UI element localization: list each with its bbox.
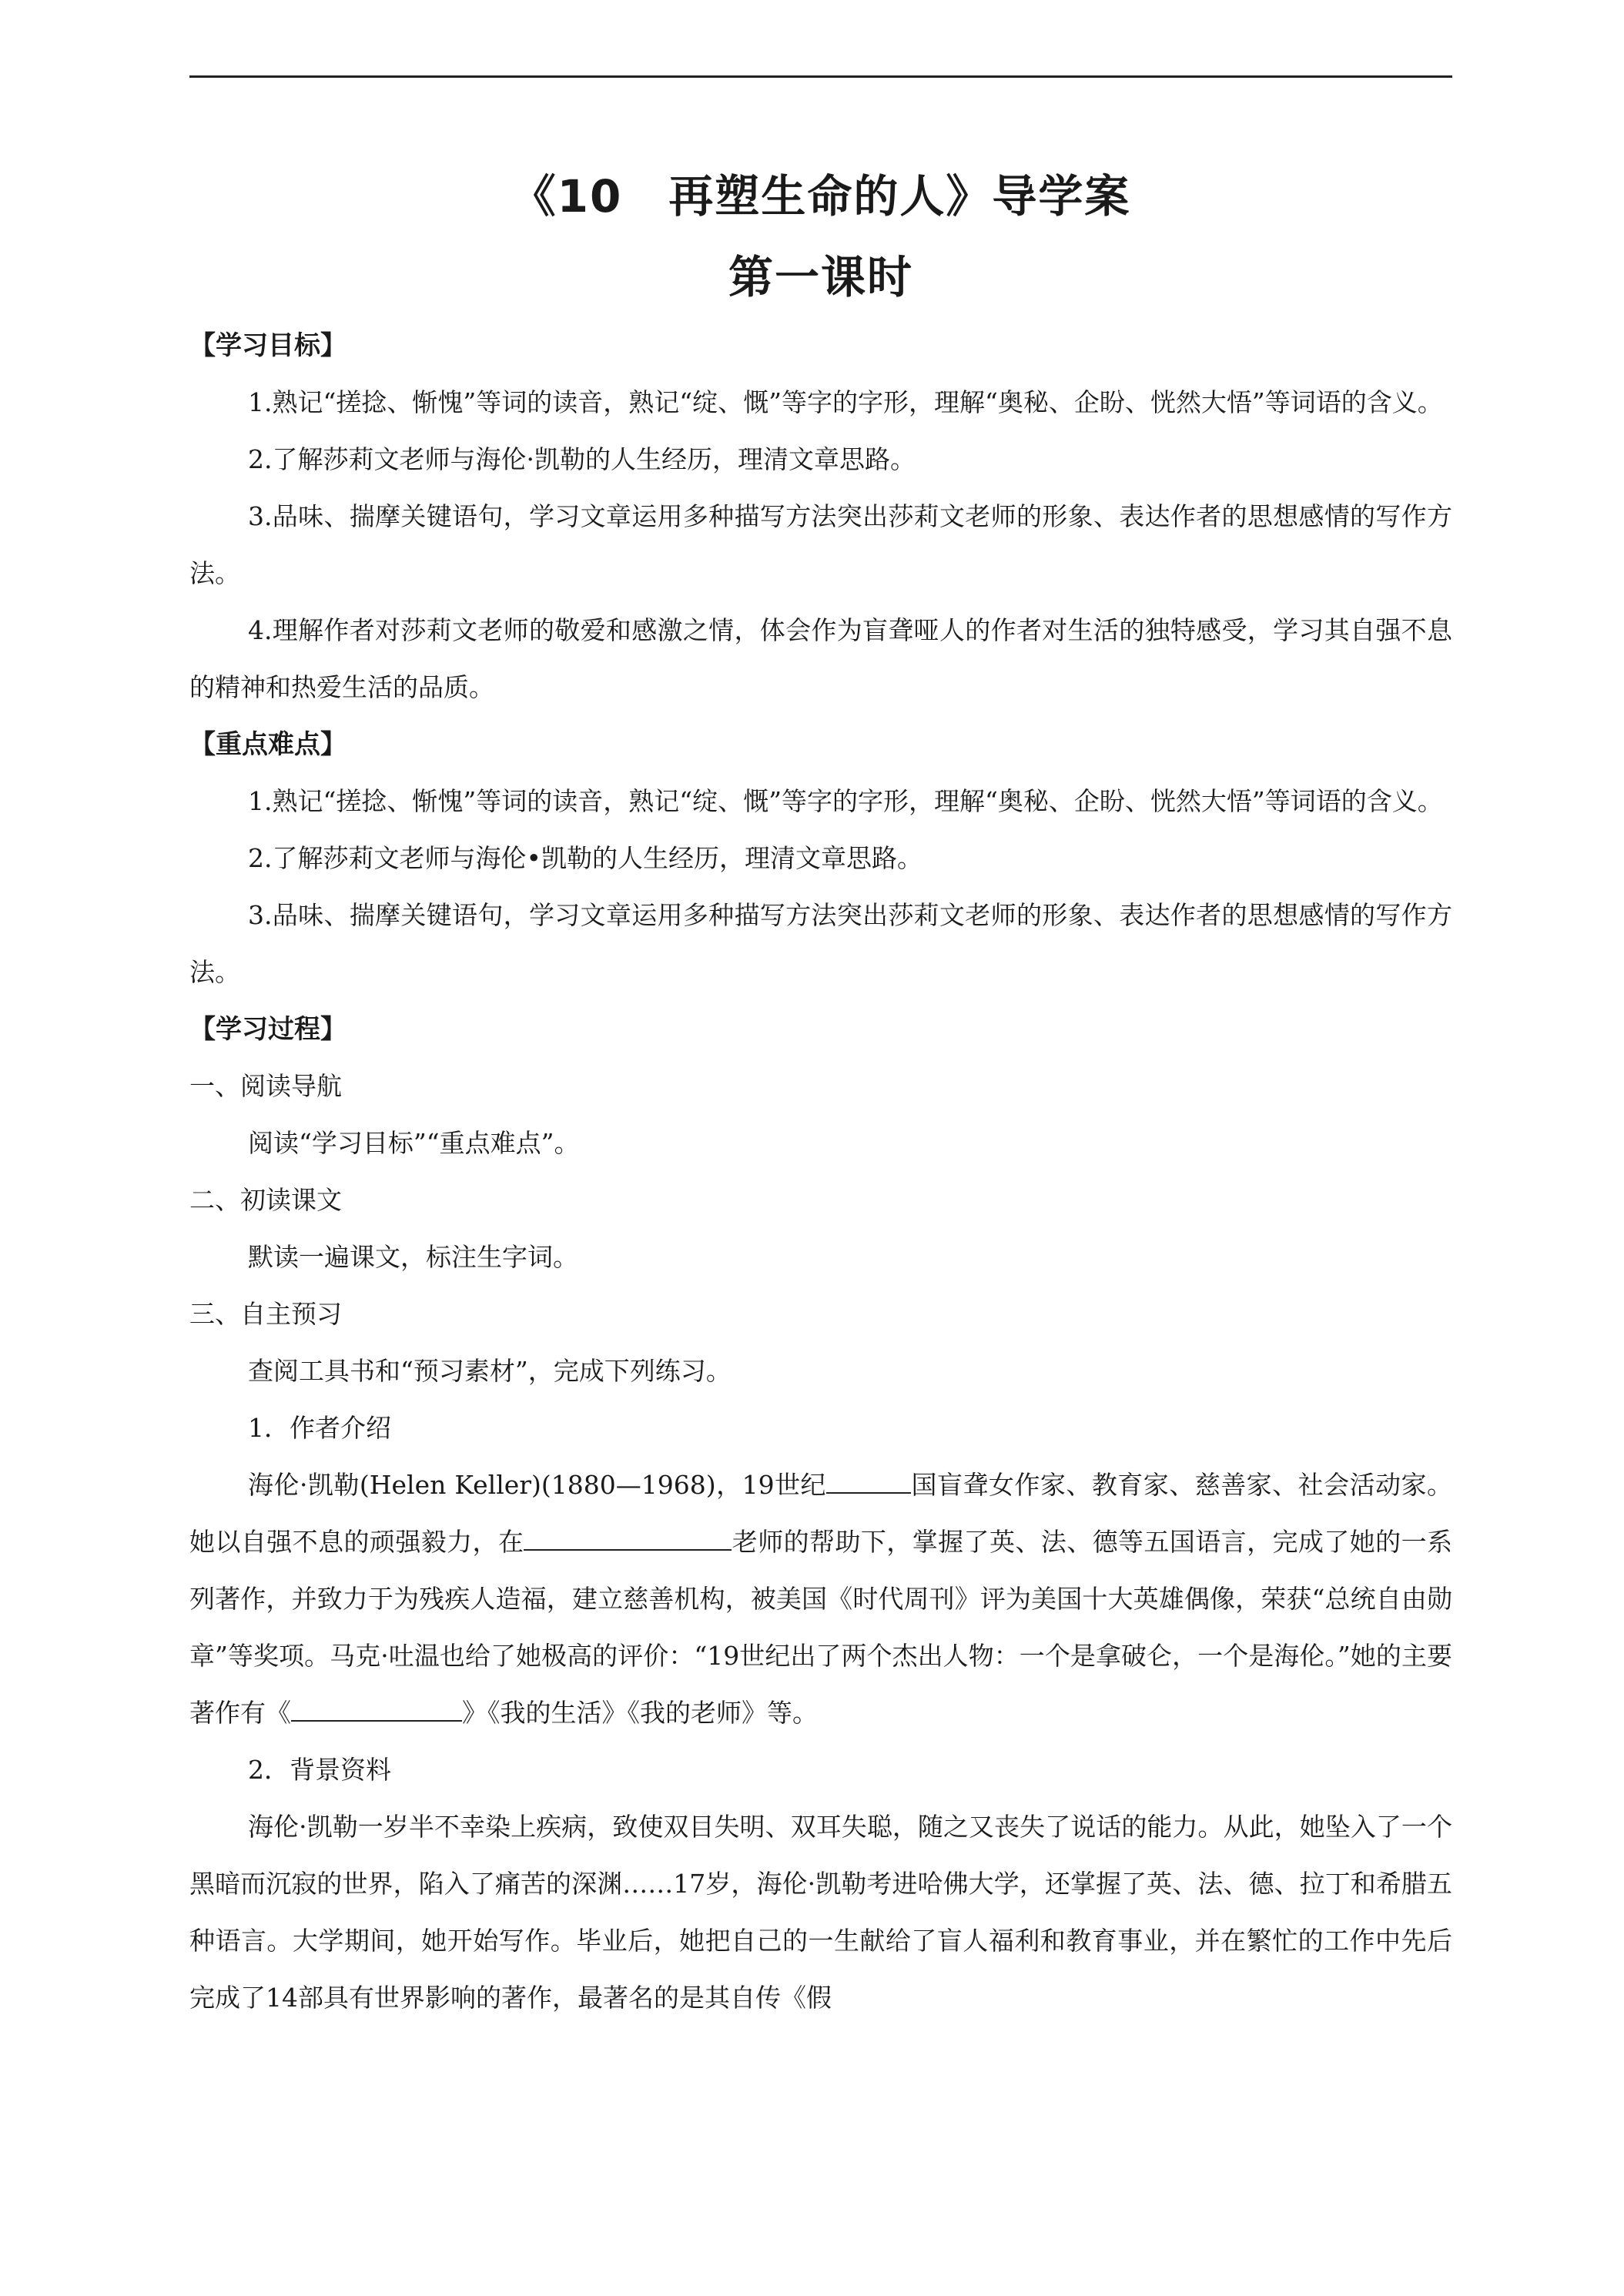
author-intro-part: 》《我的生活》《我的老师》等。 [462,1698,818,1728]
section-title-reading-guide: 一、阅读导航 [189,1071,342,1101]
first-reading-text: 默读一遍课文，标注生字词。 [248,1242,578,1272]
goal-item: 1.熟记“搓捻、惭愧”等词的读音，熟记“绽、慨”等字的字形，理解“奥秘、企盼、恍然大悟”等词语的含义。 [248,387,1443,417]
background-title: 2．背景资料 [248,1755,391,1785]
goal-item: 3.品味、揣摩关键语句，学习文章运用多种描写方法突出莎莉文老师的形象、表达作者的思想感情的写作方法。 [189,501,1452,588]
background-text: 海伦·凯勒一岁半不幸染上疾病，致使双目失明、双耳失聪，随之又丧失了说话的能力。从此，她坠入了一个黑暗而沉寂的世界，陷入了痛苦的深渊……17岁，海伦·凯勒考进哈佛大学，还掌握了英、法、德、拉丁和希腊五种语言。大学期间，她开始写作。毕业后，她把自己的一生献给了盲人福利和教育事业，并在繁忙的工作中先后完成了14部具有世界影响的著作，最著名的是其自传《假 [189,1812,1452,2013]
keypoint-item: 1.熟记“搓捻、惭愧”等词的读音，熟记“绽、慨”等字的字形，理解“奥秘、企盼、恍然大悟”等词语的含义。 [248,786,1443,816]
header-rule [189,75,1452,78]
author-intro-part: 国盲聋女作家、教育家、慈善家、社会活动家。她以自强不息的顽强毅力，在 [189,1470,1452,1557]
section-title-first-reading: 二、初读课文 [189,1185,342,1215]
author-intro-part: 海伦·凯勒(Helen Keller)(1880—1968)，19世纪 [248,1470,827,1500]
keypoints-heading: 【重点难点】 [189,729,347,760]
process-heading: 【学习过程】 [189,1014,347,1045]
author-intro-part: 老师的帮助下，掌握了英、法、德等五国语言，完成了她的一系列著作，并致力于为残疾人造福，建立慈善机构，被美国《时代周刊》评为美国十大英雄偶像，荣获“总统自由勋章”等奖项。马克·吐温也给了她极高的评价：“19世纪出了两个杰出人物：一个是拿破仑，一个是海伦。”她的主要著作有《 [189,1527,1453,1728]
fill-blank-teacher[interactable] [524,1523,732,1551]
fill-blank-country[interactable] [826,1466,911,1494]
keypoint-item: 2.了解莎莉文老师与海伦•凯勒的人生经历，理清文章思路。 [248,843,922,873]
section-title-self-preview: 三、自主预习 [189,1299,342,1329]
goal-item: 4.理解作者对莎莉文老师的敬爱和感激之情，体会作为盲聋哑人的作者对生活的独特感受，学习其自强不息的精神和热爱生活的品质。 [189,615,1452,702]
document-title: 《10 再塑生命的人》导学案 [511,170,1131,223]
reading-guide-text: 阅读“学习目标”“重点难点”。 [248,1128,580,1158]
fill-blank-book[interactable] [291,1694,462,1722]
author-intro-title: 1．作者介绍 [248,1413,391,1443]
goal-item: 2.了解莎莉文老师与海伦·凯勒的人生经历，理清文章思路。 [248,444,916,474]
document-subtitle: 第一课时 [728,251,913,303]
self-preview-text: 查阅工具书和“预习素材”，完成下列练习。 [248,1356,732,1386]
author-intro-paragraph [189,1457,1452,1742]
goals-heading: 【学习目标】 [189,330,347,361]
keypoint-item: 3.品味、揣摩关键语句，学习文章运用多种描写方法突出莎莉文老师的形象、表达作者的思想感情的写作方法。 [189,900,1452,987]
document-page [189,154,1452,2027]
